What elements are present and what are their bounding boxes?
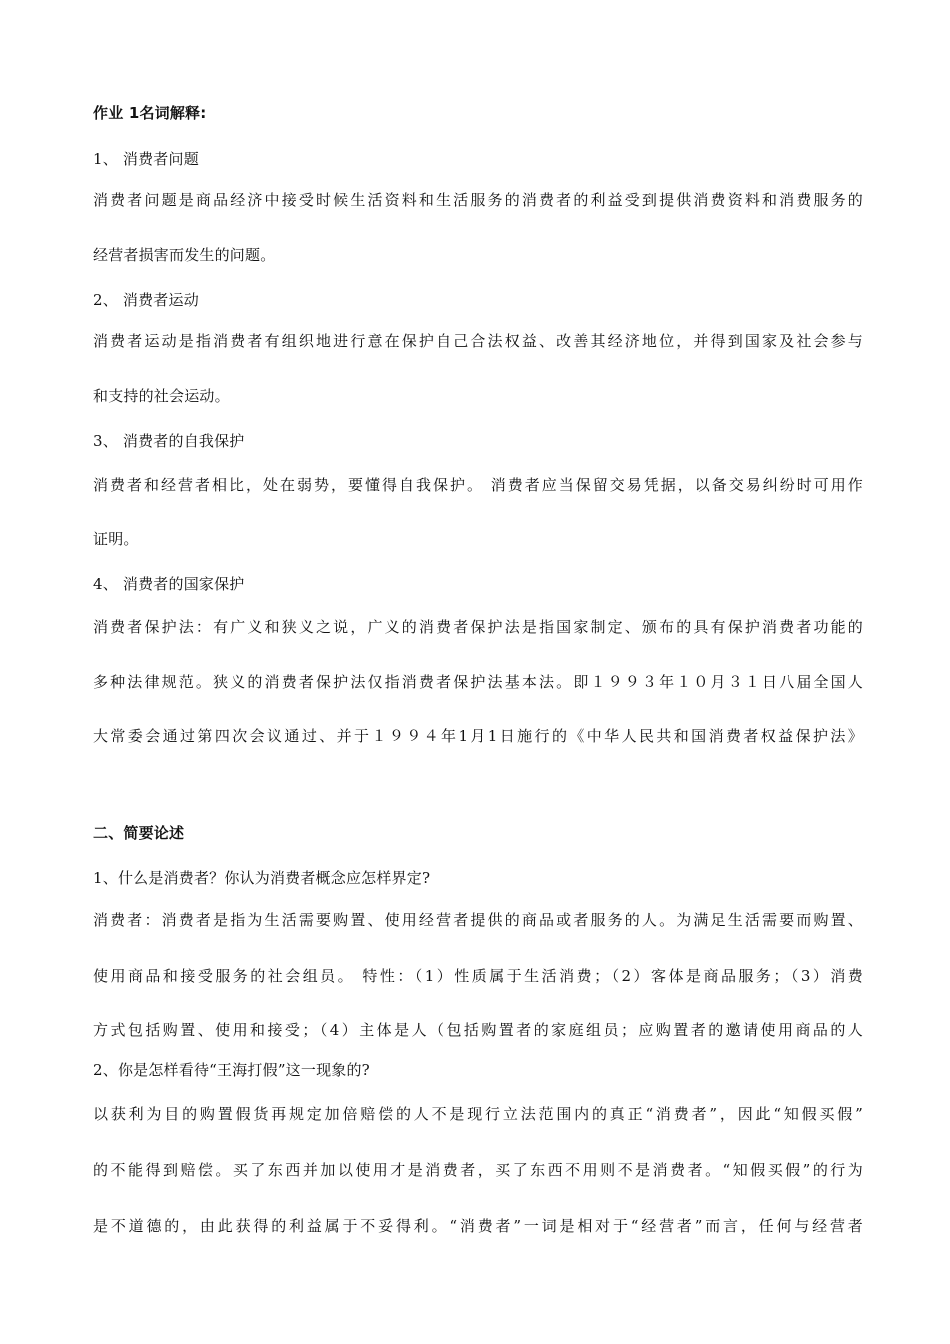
paragraph-line: 的不能得到赔偿。买了东西并加以使用才是消费者，买了东西不用则不是消费者。“知假买假”的行为 xyxy=(93,1161,863,1179)
paragraph-line: 消费者运动是指消费者有组织地进行意在保护自己合法权益、改善其经济地位，并得到国家及社会参与 xyxy=(93,332,863,350)
item-title: 2、你是怎样看待“王海打假”这一现象的? xyxy=(93,1061,370,1079)
item-title: 1、什么是消费者？你认为消费者概念应怎样界定? xyxy=(93,869,431,887)
section2-heading: 二、简要论述 xyxy=(93,824,185,842)
paragraph-line: 是不道德的，由此获得的利益属于不妥得利。“消费者”一词是相对于“经营者”而言，任何与经营者 xyxy=(93,1217,863,1235)
paragraph-line: 消费者和经营者相比，处在弱势，要懂得自我保护。 消费者应当保留交易凭据，以备交易纠纷时可用作 xyxy=(93,476,863,494)
paragraph-line: 多种法律规范。狭义的消费者保护法仅指消费者保护法基本法。即１９９３年１０月３１日八届全国人 xyxy=(93,673,863,691)
item-title: 4、 消费者的国家保护 xyxy=(93,575,245,593)
paragraph-line: 消费者保护法：有广义和狭义之说，广义的消费者保护法是指国家制定、颁布的具有保护消费者功能的 xyxy=(93,618,863,636)
paragraph-line: 消费者：消费者是指为生活需要购置、使用经营者提供的商品或者服务的人。为满足生活需要而购置、 xyxy=(93,911,863,929)
item-title: 2、 消费者运动 xyxy=(93,291,199,309)
paragraph-line: 证明。 xyxy=(93,530,139,548)
section1-heading: 作业 1名词解释: xyxy=(93,104,207,122)
item-title: 3、 消费者的自我保护 xyxy=(93,432,245,450)
paragraph-line: 和支持的社会运动。 xyxy=(93,387,230,405)
paragraph-line: 经营者损害而发生的问题。 xyxy=(93,246,276,264)
item-title: 1、 消费者问题 xyxy=(93,150,199,168)
paragraph-line: 使用商品和接受服务的社会组员。 特性：（1）性质属于生活消费；（2）客体是商品服务；（3）消费 xyxy=(93,967,863,985)
paragraph-line: 大常委会通过第四次会议通过、并于１９９４年1月1日施行的《中华人民共和国消费者权益保护法》 xyxy=(93,727,863,745)
paragraph-line: 方式包括购置、使用和接受；（4）主体是人（包括购置者的家庭组员；应购置者的邀请使用商品的人 xyxy=(93,1021,863,1039)
paragraph-line: 以获利为目的购置假货再规定加倍赔偿的人不是现行立法范围内的真正“消费者”，因此“知假买假” xyxy=(93,1105,863,1123)
paragraph-line: 消费者问题是商品经济中接受时候生活资料和生活服务的消费者的利益受到提供消费资料和消费服务的 xyxy=(93,191,863,209)
